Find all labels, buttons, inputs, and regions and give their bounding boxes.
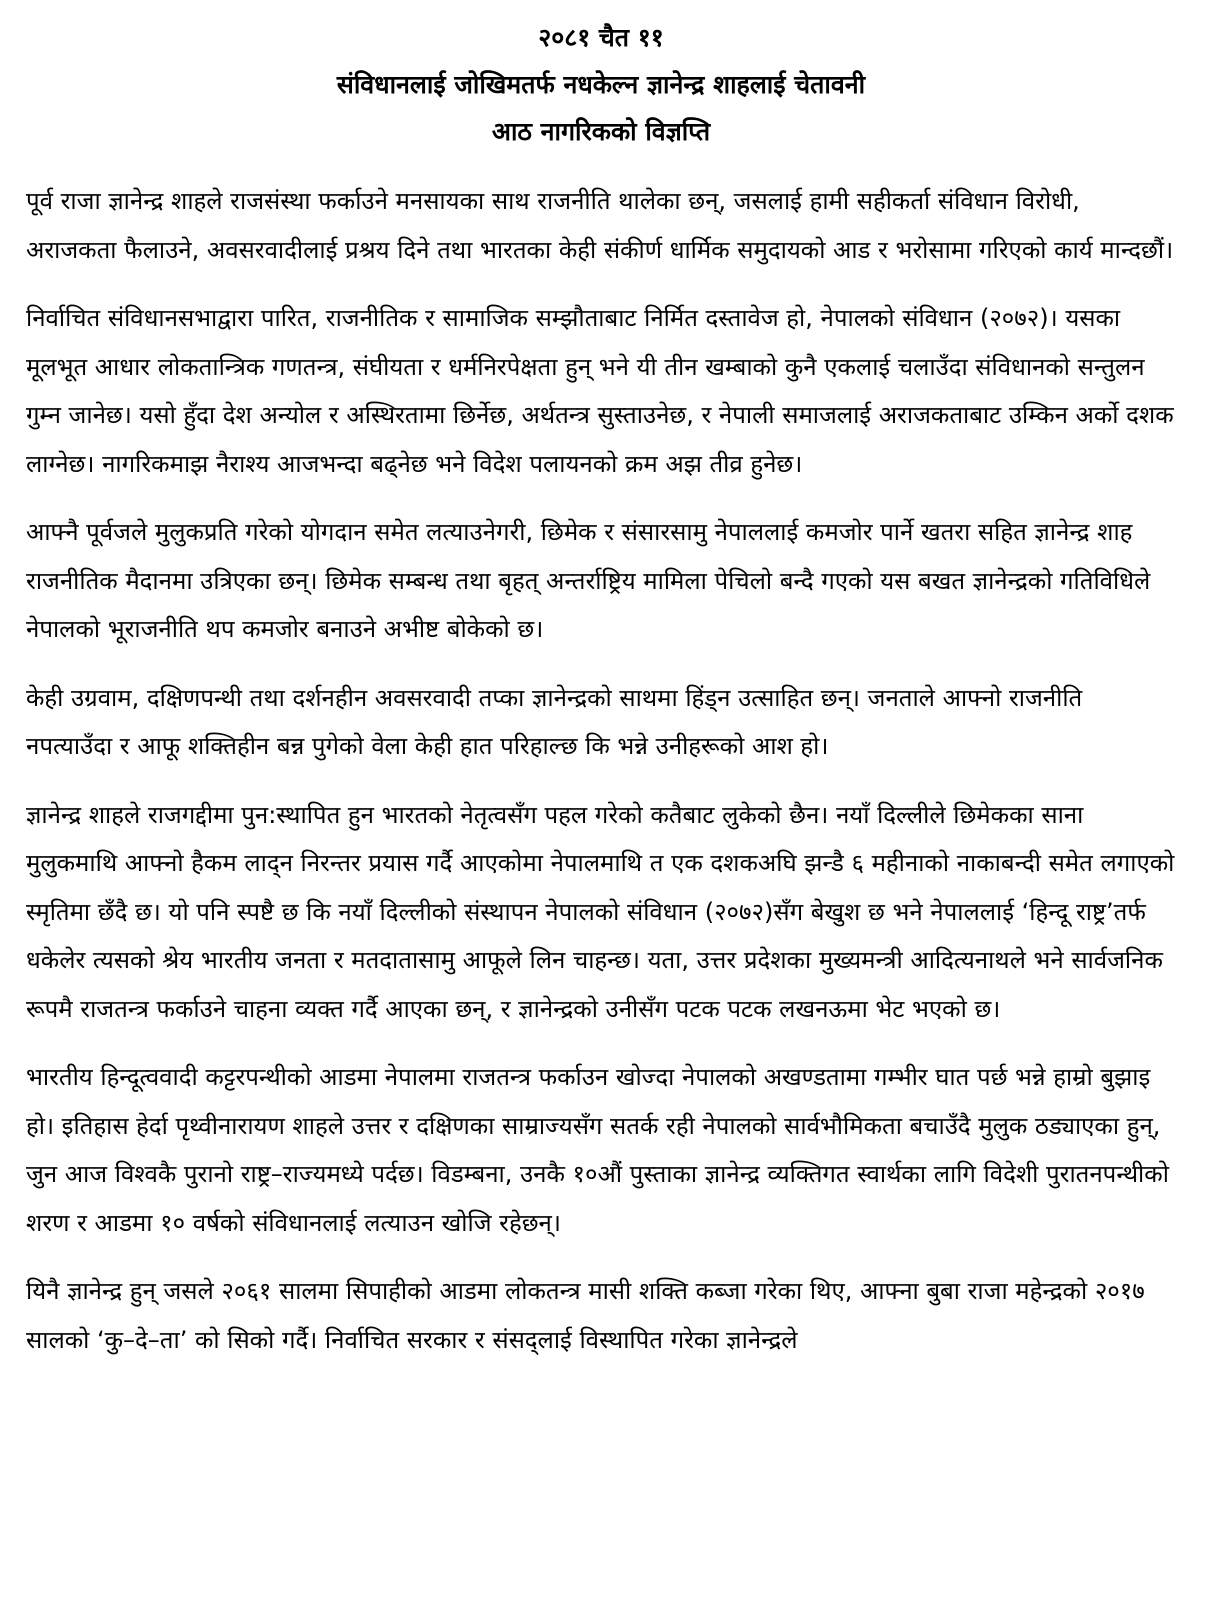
paragraph: पूर्व राजा ज्ञानेन्द्र शाहले राजसंस्था फर्काउने मनसायका साथ राजनीति थालेका छन्, जसलाई हामी सहीकर्ता संविधान विरोधी, अराजकता फैलाउने, अवसरवादीलाई प्रश्रय दिने तथा भारतका केही संकीर्ण धार्मिक समुदायको आड र भरोसामा गरिएको कार्य मान्दछौं। — [26, 187, 1174, 264]
paragraph: ज्ञानेन्द्र शाहले राजगद्दीमा पुन:स्थापित हुन भारतको नेतृत्वसँग पहल गरेको कतैबाट लुकेको छैन। नयाँ दिल्लीले छिमेकका साना मुलुकमाथि आफ्नो हैकम लाद्न निरन्तर प्रयास गर्दै आएकोमा नेपालमाथि त एक दशकअघि झन्डै ६ महीनाको नाकाबन्दी समेत लगाएको स्मृतिमा छँदै छ। यो पनि स्पष्टै छ कि नयाँ दिल्लीको संस्थापन नेपालको संविधान (२०७२)सँग बेखुश छ भने नेपाललाई ‘हिन्दू राष्ट्र’तर्फ धकेलेर त्यसको श्रेय भारतीय जनता र मतदातासामु आफूले लिन चाहन्छ। यता, उत्तर प्रदेशका मुख्यमन्त्री आदित्यनाथले भने सार्वजनिक रूपमै राजतन्त्र फर्काउने चाहना व्यक्त गर्दै आएका छन्, र ज्ञानेन्द्रको उनीसँग पटक पटक लखनऊमा भेट भएको छ। — [26, 800, 1175, 1023]
document-title: संविधानलाई जोखिमतर्फ नधकेल्न ज्ञानेन्द्र शाहलाई चेतावनी — [336, 70, 866, 99]
document-date: २०८१ चैत ११ — [538, 23, 664, 52]
paragraph: भारतीय हिन्दूत्ववादी कट्टरपन्थीको आडमा नेपालमा राजतन्त्र फर्काउन खोज्दा नेपालको अखण्डतामा गम्भीर घात पर्छ भन्ने हाम्रो बुझाइ हो। इतिहास हेर्दा पृथ्वीनारायण शाहले उत्तर र दक्षिणका साम्राज्यसँग सतर्क रही नेपालको सार्वभौमिकता बचाउँदै मुलुक ठड्याएका हुन्, जुन आज विश्वकै पुरानो राष्ट्र–राज्यमध्ये पर्दछ। विडम्बना, उनकै १०औं पुस्ताका ज्ञानेन्द्र व्यक्तिगत स्वार्थका लागि विदेशी पुरातनपन्थीको शरण र आडमा १० वर्षको संविधानलाई लत्याउन खोजि रहेछन्। — [26, 1063, 1169, 1237]
paragraph: यिनै ज्ञानेन्द्र हुन् जसले २०६१ सालमा सिपाहीको आडमा लोकतन्त्र मासी शक्ति कब्जा गरेका थिए, आफ्ना बुबा राजा महेन्द्रको २०१७ सालको ‘कु–दे–ता’ को सिको गर्दै। निर्वाचित सरकार र संसद्लाई विस्थापित गरेका ज्ञानेन्द्रले — [26, 1277, 1145, 1354]
paragraph: निर्वाचित संविधानसभाद्वारा पारित, राजनीतिक र सामाजिक सम्झौताबाट निर्मित दस्तावेज हो, नेपालको संविधान (२०७२)। यसका मूलभूत आधार लोकतान्त्रिक गणतन्त्र, संघीयता र धर्मनिरपेक्षता हुन् भने यी तीन खम्बाको कुनै एकलाई चलाउँदा संविधानको सन्तुलन गुम्न जानेछ। यसो हुँदा देश अन्योल र अस्थिरतामा छिर्नेछ, अर्थतन्त्र सुस्ताउनेछ, र नेपाली समाजलाई अराजकताबाट उम्किन अर्को दशक लाग्नेछ। नागरिकमाझ नैराश्य आजभन्दा बढ्नेछ भने विदेश पलायनको क्रम अझ तीव्र हुनेछ। — [26, 304, 1174, 478]
document-body — [26, 177, 1176, 1364]
paragraph: केही उग्रवाम, दक्षिणपन्थी तथा दर्शनहीन अवसरवादी तप्का ज्ञानेन्द्रको साथमा हिंड्न उत्साहित छन्। जनताले आफ्नो राजनीति नपत्याउँदा र आफू शक्तिहीन बन्न पुगेको वेला केही हात परिहाल्छ कि भन्ने उनीहरूको आश हो। — [26, 683, 1083, 760]
document-subtitle: आठ नागरिकको विज्ञप्ति — [491, 117, 711, 146]
paragraph: आफ्नै पूर्वजले मुलुकप्रति गरेको योगदान समेत लत्याउनेगरी, छिमेक र संसारसामु नेपाललाई कमजोर पार्ने खतरा सहित ज्ञानेन्द्र शाह राजनीतिक मैदानमा उत्रिएका छन्। छिमेक सम्बन्ध तथा बृहत् अन्तर्राष्ट्रिय मामिला पेचिलो बन्दै गएको यस बखत ज्ञानेन्द्रको गतिविधिले नेपालको भूराजनीति थप कमजोर बनाउने अभीष्ट बोकेको छ। — [26, 518, 1151, 643]
